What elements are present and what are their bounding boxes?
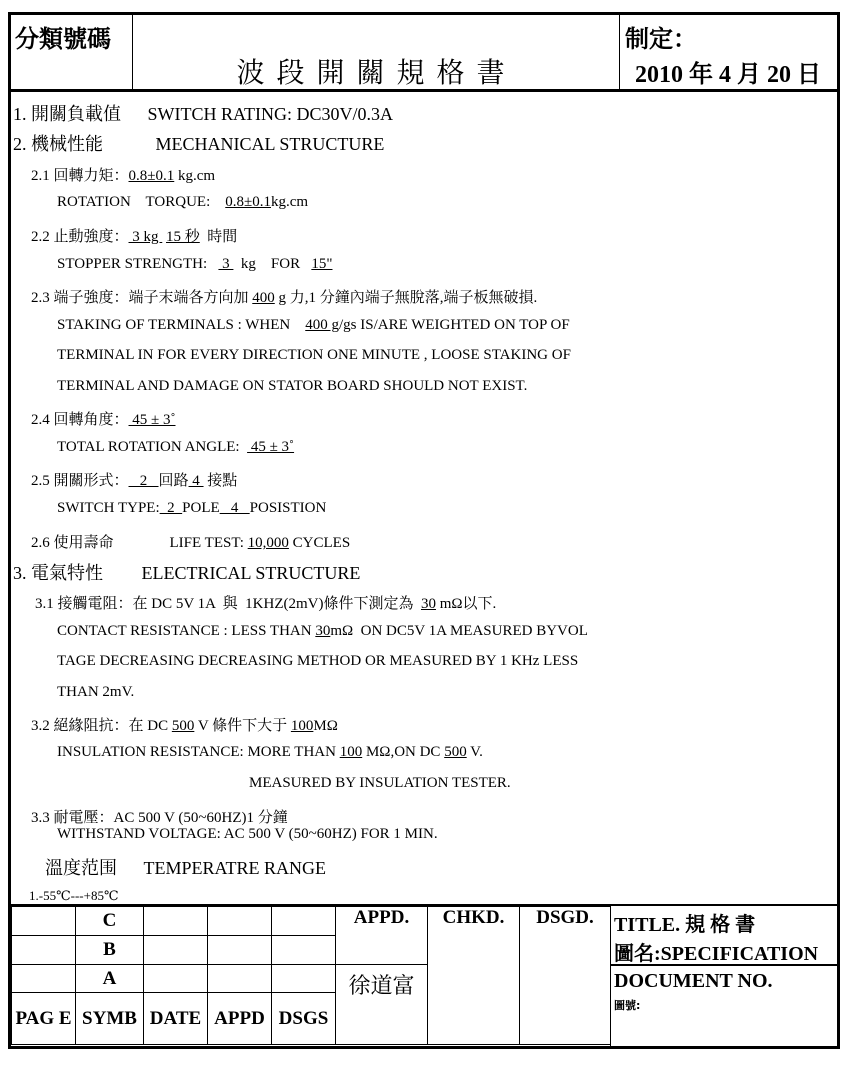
dsgd-header: DSGD. [520,907,611,1045]
line-2-4-en: TOTAL ROTATION ANGLE: 45 ± 3˚ [57,439,295,455]
section-3-zh: 3. 電氣特性 [13,563,103,583]
line-2-1-zh: 2.1 回轉力矩：0.8±0.1 kg.cm [31,168,216,184]
drawing-number-label: 圖號: [614,999,641,1012]
section-4-en: TEMPERATRE RANGE [143,858,327,878]
section-1-en: SWITCH RATING: DC30V/0.3A [147,104,393,124]
line-3-2-en-1: INSULATION RESISTANCE: MORE THAN 100 MΩ,ON DC 500 V. [57,744,483,760]
rev-a: A [76,965,144,993]
line-3-1-zh: 3.1 接觸電阻：在 DC 5V 1A 與 1KHZ(2mV)條件下測定為 30 mΩ以下. [35,596,497,612]
title-label: TITLE. 規 格 書 [614,914,756,936]
document-title: 波段開關規格書 [134,15,620,89]
section-2-en: MECHANICAL STRUCTURE [155,134,385,154]
line-2-2-en: STOPPER STRENGTH: 3 kg FOR 15" [57,256,333,272]
col-symb: SYMB [76,993,144,1045]
line-2-5-en: SWITCH TYPE: 2 POLE 4 POSISTION [57,500,327,516]
line-3-1-en-1: CONTACT RESISTANCE : LESS THAN 30mΩ ON DC5V 1A MEASURED BYVOL [57,623,588,639]
section-4-zh: 溫度范围 [45,858,117,878]
title-block [11,904,837,1048]
section-3 [13,559,360,585]
line-2-3-en-1: STAKING OF TERMINALS : WHEN 400 g/gs IS/ARE WEIGHTED ON TOP OF [57,317,570,333]
line-2-6: 2.6 使用壽命 LIFE TEST: 10,000 CYCLES [31,535,351,551]
established-cell [621,15,837,89]
line-3-2-en-2: MEASURED BY INSULATION TESTER. [249,775,511,791]
appd-header: APPD. [336,907,428,965]
approver-name: 徐道富 [336,965,428,1045]
section-1 [13,100,393,126]
document-number-label: DOCUMENT NO. [614,970,773,992]
established-date: 2010 年 4 月 20 日 [635,62,821,88]
line-3-3-zh: 3.3 耐電壓：AC 500 V (50~60HZ)1 分鐘 [31,810,288,826]
line-3-1-en-3: THAN 2mV. [57,684,135,700]
line-3-1-en-2: TAGE DECREASING DECREASING METHOD OR MEASURED BY 1 KHz LESS [57,653,579,669]
spec-body [11,92,837,904]
section-2-zh: 2. 機械性能 [13,134,103,154]
line-2-2-zh: 2.2 止動強度： 3 kg 15 秒 時間 [31,229,238,245]
chkd-header: CHKD. [428,907,520,1045]
established-label: 制定： [625,25,697,53]
title-sub: 圖名:SPECIFICATION [614,943,819,965]
line-2-3-en-2: TERMINAL IN FOR EVERY DIRECTION ONE MINUTE , LOOSE STAKING OF [57,347,571,363]
revision-table [11,906,611,1045]
spec-sheet-frame [8,12,840,1049]
line-2-3-zh: 2.3 端子強度：端子末端各方向加 400 g 力,1 分鐘內端子無脫落,端子板無破損. [31,290,538,306]
line-2-3-en-3: TERMINAL AND DAMAGE ON STATOR BOARD SHOULD NOT EXIST. [57,378,528,394]
line-2-5-zh: 2.5 開關形式： 2 回路 4 接點 [31,473,238,489]
rev-b: B [76,936,144,965]
section-3-en: ELECTRICAL STRUCTURE [141,563,361,583]
section-1-zh: 1. 開關負載值 [13,104,121,124]
col-date: DATE [144,993,208,1045]
section-2 [13,130,384,156]
line-2-4-zh: 2.4 回轉角度： 45 ± 3˚ [31,412,176,428]
rev-c: C [76,907,144,936]
col-dsgs: DSGS [272,993,336,1045]
col-page: PAG E [12,993,76,1045]
col-appd: APPD [208,993,272,1045]
line-3-2-zh: 3.2 絕緣阻抗：在 DC 500 V 條件下大于 100MΩ [31,718,338,734]
section-4 [45,854,326,880]
temperature-range-value: 1.-55℃---+85℃ [29,888,119,903]
title-cell [610,906,838,1048]
classification-code-cell: 分類號碼 [11,15,133,89]
header [11,15,837,92]
line-3-3-en: WITHSTAND VOLTAGE: AC 500 V (50~60HZ) FOR 1 MIN. [57,826,438,842]
line-2-1-en: ROTATION TORQUE: 0.8±0.1kg.cm [57,194,309,210]
